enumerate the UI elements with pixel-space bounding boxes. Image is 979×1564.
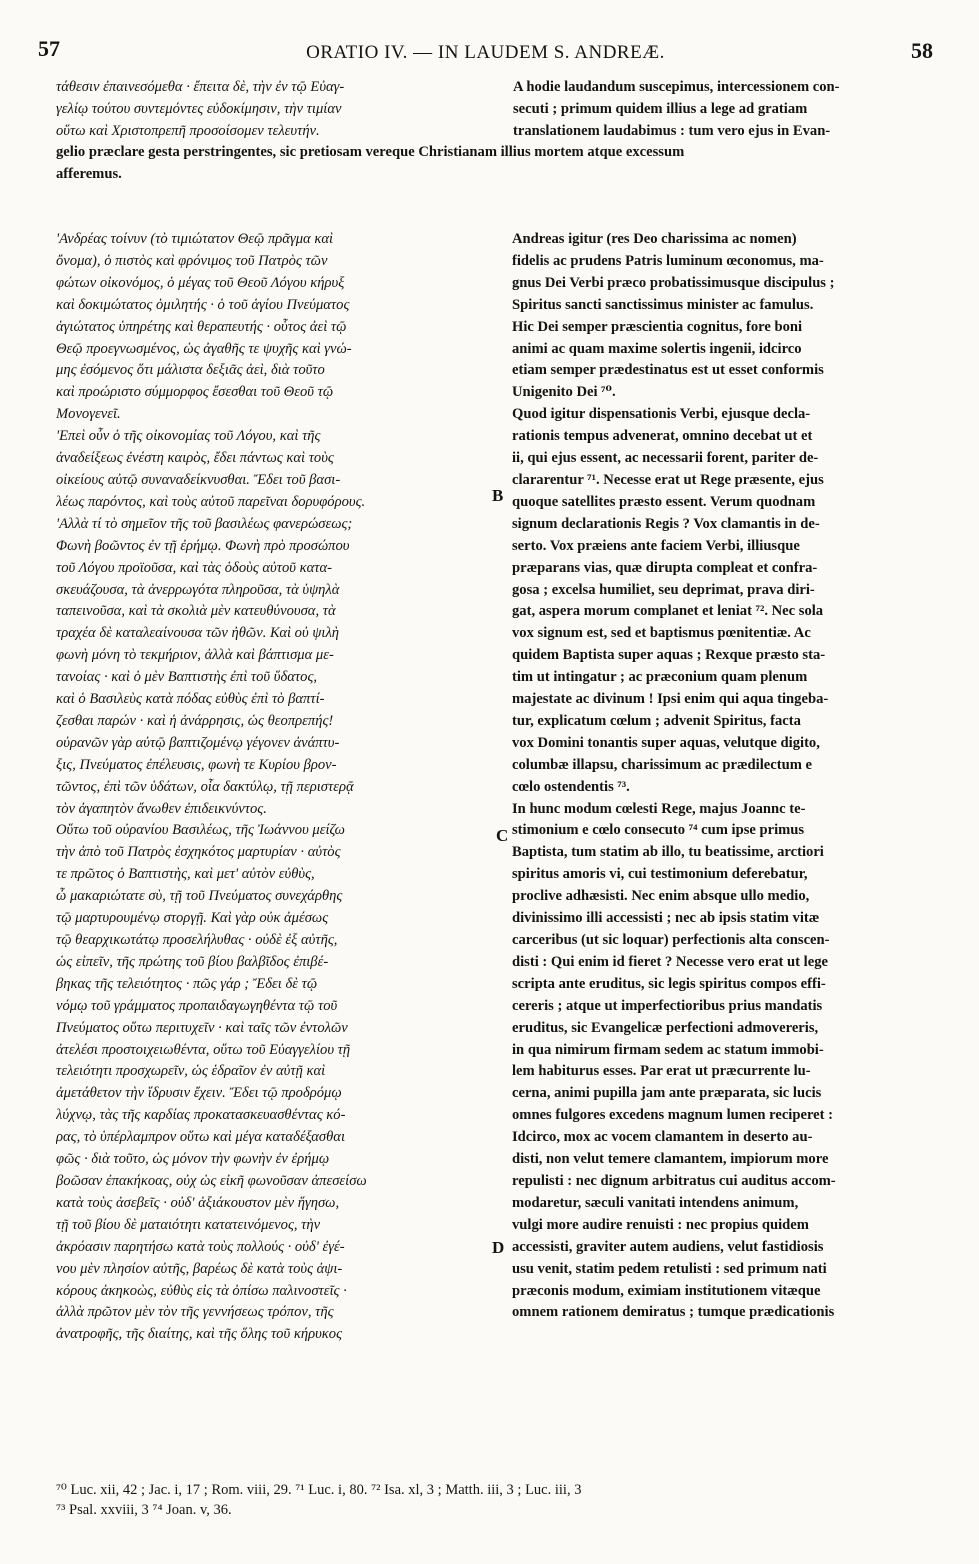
- greek-line: τάθεσιν ἐπαινεσόμεθα · ἔπειτα δὲ, τὴν ἐν τῷ Εὐαγ-: [56, 79, 345, 95]
- greek-line: κόρους ἀκηκοὼς, εὐθὺς εἰς τὰ ὀπίσω παλινοστεῖς ·: [56, 1282, 347, 1299]
- latin-line: scripta ante eruditus, sic legis spiritus compos effi-: [512, 975, 826, 992]
- greek-line: τὴν ἀπὸ τοῦ Πατρὸς ἐσχηκότος μαρτυρίαν · αὐτὸς: [56, 844, 341, 861]
- latin-line: vulgi more audire renuisti : nec propius quidem: [512, 1216, 809, 1233]
- latin-line: Baptista, tum statim ab illo, tu beatissime, arctiori: [512, 844, 824, 861]
- running-title: ORATIO IV. — IN LAUDEM S. ANDREÆ.: [306, 42, 665, 63]
- latin-line: Spiritus sancti sanctissimus minister ac famulus.: [512, 296, 814, 313]
- latin-line: divinissimo illi accessisti ; nec ab ipsis statim vitæ: [512, 910, 820, 927]
- greek-line: καὶ ὁ Βασιλεὺς κατὰ πόδας εὐθὺς ἐπὶ τὸ βαπτί-: [56, 691, 325, 708]
- latin-line: animi ac quam maxime solertis ingenii, idcirco: [512, 340, 802, 357]
- margin-marker-c: C: [496, 826, 509, 845]
- greek-line: τε πρῶτος ὁ Βαπτιστὴς, καὶ μετ' αὐτὸν εὐθὺς,: [56, 866, 315, 883]
- latin-line: tim ut intingatur ; ac præconium quam plenum: [512, 669, 808, 686]
- latin-line: Andreas igitur (res Deo charissima ac nomen): [512, 231, 797, 247]
- latin-line: gelio præclare gesta perstringentes, sic pretiosam vereque Christianam illius mortem atque excessum: [56, 144, 685, 160]
- latin-line: Hic Dei semper præscientia cognitus, fore boni: [512, 318, 803, 335]
- latin-line: etiam semper prædestinatus est ut esset conformis: [512, 362, 824, 379]
- latin-line: carceribus (ut sic loquar) perfectionis alta conscen-: [512, 932, 830, 948]
- latin-line: serto. Vox præiens ante faciem Verbi, illiusque: [512, 537, 800, 554]
- greek-line: ρας, τὸ ὑπέρλαμπρον οὕτω καὶ μέγα καταδέξασθαι: [56, 1129, 345, 1146]
- greek-line: τῷ θεαρχικωτάτῳ προσελήλυθας · οὐδὲ ἐξ αὐτῆς,: [56, 932, 338, 948]
- latin-line: secuti ; primum quidem illius a lege ad gratiam: [513, 100, 808, 117]
- page-header: [38, 36, 933, 66]
- latin-line: præconis modum, eximiam institutionem vitæque: [512, 1282, 821, 1299]
- greek-line: οἰκείους αὐτῷ συναναδείκνυσθαι. Ἔδει τοῦ βασι-: [56, 471, 341, 488]
- latin-line: tur, explicatum cœlum ; advenit Spiritus, facta: [512, 712, 801, 729]
- latin-line: ii, qui ejus essent, ac necessarii forent, pariter de-: [512, 450, 819, 467]
- greek-line: ὄνομα), ὁ πιστὸς καὶ φρόνιμος τοῦ Πατρὸς τῶν: [56, 252, 328, 269]
- greek-line: ἀλλὰ πρῶτον μὲν τὸν τῆς γεννήσεως τρόπον, τῆς: [56, 1304, 334, 1321]
- greek-line: κατὰ τοὺς ἀσεβεῖς · οὐδ' ἀξιάκουστον μὲν ἥγησω,: [56, 1194, 340, 1211]
- greek-line: ζεσθαι παρών · καὶ ἡ ἀνάρρησις, ὡς θεοπρεπής!: [56, 712, 334, 729]
- latin-line: præparans vias, quæ dirupta compleat et confra-: [512, 559, 818, 576]
- latin-line: rationis tempus advenerat, omnino decebat ut et: [512, 428, 813, 445]
- footnote-line: ⁷³ Psal. xxviii, 3 ⁷⁴ Joan. v, 36.: [56, 1502, 232, 1518]
- latin-column: [512, 229, 937, 1324]
- greek-line: ὦ μακαριώτατε σὺ, τῇ τοῦ Πνεύματος συνεχάρθης: [56, 888, 343, 905]
- latin-line: fidelis ac prudens Patris luminum œconomus, ma-: [512, 252, 824, 269]
- greek-line: ἀκρόασιν παρητήσω κατὰ τοὺς πολλούς · οὐδ' ἐγέ-: [56, 1238, 345, 1255]
- latin-line: eruditus, sic Evangelicæ perfectioni admovereris,: [512, 1019, 819, 1036]
- greek-line: βοῶσαν ἐπακήκοας, οὐχ ὡς εἰκῆ φωνοῦσαν ἀπεσείσω: [56, 1172, 367, 1189]
- latin-line: stimonium e cœlo consecuto ⁷⁴ cum ipse primus: [512, 822, 805, 839]
- greek-line: τανοίας · καὶ ὁ μὲν Βαπτιστὴς ἐπὶ τοῦ ὕδατος,: [56, 669, 318, 686]
- greek-line: καὶ προώριστο σύμμορφος ἔσεσθαι τοῦ Θεοῦ τῷ: [56, 384, 334, 401]
- latin-line: cereris ; atque ut imperfectioribus prius mandatis: [512, 997, 823, 1014]
- greek-line: ταπεινοῦσα, καὶ τὰ σκολιὰ μὲν κατευθύνουσα, τὰ: [56, 603, 336, 620]
- latin-line: in qua nimirum firmam sedem ac statum immobi-: [512, 1041, 824, 1058]
- greek-line: φωνὴ μόνη τὸ τεκμήριον, ἀλλὰ καὶ βάπτισμα με-: [56, 647, 334, 664]
- latin-line: disti : Qui enim id fieret ? Necesse vero erat ut lege: [512, 953, 828, 970]
- greek-line: ἀναδείξεως ἐνέστη καιρὸς, ἔδει πάντως καὶ τοὺς: [56, 450, 334, 467]
- greek-intro-lines: [56, 77, 511, 143]
- greek-line: ὡς εἰπεῖν, τῆς πρώτης τοῦ βίου βαλβῖδος ἐπιβέ-: [56, 953, 329, 970]
- greek-line: καὶ δοκιμώτατος ὁμιλητής · ὁ τοῦ ἁγίου Πνεύματος: [56, 296, 350, 313]
- footnotes: [56, 1480, 938, 1520]
- latin-line: afferemus.: [56, 165, 122, 182]
- greek-line: Φωνὴ βοῶντος ἐν τῇ ἐρήμῳ. Φωνὴ πρὸ προσώπου: [56, 537, 350, 554]
- latin-line: quoque satellites præsto essent. Verum quodnam: [512, 493, 816, 510]
- margin-marker-b: B: [492, 486, 504, 505]
- latin-line: Quod igitur dispensationis Verbi, ejusque decla-: [512, 406, 811, 423]
- greek-line: ἀμετάθετον τὴν ἵδρυσιν ἔχειν. Ἔδει τῷ προδρόμῳ: [56, 1085, 342, 1102]
- latin-line: signum declarationis Regis ? Vox clamantis in de-: [512, 515, 820, 532]
- latin-line: gosa ; excelsa humiliet, seu deprimat, prava diri-: [512, 581, 815, 598]
- latin-line: lem habiturus esses. Par erat ut præcurrente lu-: [512, 1063, 811, 1080]
- greek-line: 'Επεὶ οὖν ὁ τῆς οἰκονομίας τοῦ Λόγου, καὶ τῆς: [56, 428, 321, 445]
- greek-line: τὸν ἀγαπητὸν ἄνωθεν ἐπιδεικνύντος.: [56, 800, 267, 817]
- page-number-left: 57: [38, 36, 60, 61]
- latin-line: vox signum est, sed et baptismus pœnitentiæ. Ac: [512, 625, 811, 642]
- latin-line: modaretur, sæculi vanitati intendens animum,: [512, 1194, 799, 1211]
- latin-intro-lines: [513, 77, 938, 143]
- greek-line: 'Ανδρέας τοίνυν (τὸ τιμιώτατον Θεῷ πρᾶγμα καὶ: [56, 231, 334, 247]
- greek-line: ἀνατροφῆς, τῆς διαίτης, καὶ τῆς ὅλης τοῦ κήρυκος: [56, 1326, 342, 1343]
- greek-line: τῶντος, ἐπὶ τῶν ὑδάτων, οἷα δακτύλῳ, τῇ περιστερᾷ: [56, 778, 354, 795]
- greek-line: τῇ τοῦ βίου δὲ ματαιότητι κατατεινόμενος, τὴν: [56, 1216, 321, 1233]
- greek-line: οὕτω καὶ Χριστοπρεπῆ προσοίσομεν τελευτήν.: [56, 122, 320, 139]
- page-number-right: 58: [911, 38, 933, 63]
- latin-line: gnus Dei Verbi præco probatissimusque discipulus ;: [512, 274, 835, 291]
- greek-line: Θεῷ προεγνωσμένος, ὡς ἀγαθῆς τε ψυχῆς καὶ γνώ-: [56, 340, 352, 357]
- greek-line: Μονογενεῖ.: [56, 406, 121, 423]
- latin-line: A hodie laudandum suscepimus, intercessionem con-: [513, 79, 840, 95]
- latin-line: omnem rationem demiratus ; tumque prædicationis: [512, 1304, 835, 1321]
- latin-line: cerna, animi pupilla jam ante præparata, sic lucis: [512, 1085, 822, 1102]
- greek-line: βηκας τῆς τελειότητος · πῶς γάρ ; Ἔδει δὲ τῷ: [56, 975, 318, 992]
- latin-line: usu venit, statim pedem retulisti : sed primum nati: [512, 1260, 827, 1277]
- latin-line: omnes fulgores excedens magnum lumen reciperet :: [512, 1107, 834, 1124]
- latin-line: accessisti, graviter autem audiens, velut fastidiosis: [512, 1238, 824, 1255]
- latin-line: columbæ illapsu, charissimum ac prædilectum e: [512, 756, 812, 773]
- latin-line: quidem Baptista super aquas ; Rexque præsto sta-: [512, 647, 826, 664]
- greek-line: φῶς · διὰ τοῦτο, ὡς μόνον τὴν φωνὴν ἐν ἐρήμῳ: [56, 1151, 330, 1168]
- greek-line: μης ἐσόμενος ὅτι μάλιστα δεξιᾶς ἀεὶ, διὰ τοῦτο: [56, 362, 325, 379]
- latin-line: proclive adhæsisti. Nec enim absque ullo medio,: [512, 888, 810, 905]
- greek-line: φώτων οἰκονόμος, ὁ μέγας τοῦ Θεοῦ Λόγου κήρυξ: [56, 274, 345, 291]
- greek-line: Οὕτω τοῦ οὐρανίου Βασιλέως, τῆς Ἰωάννου μείζω: [56, 822, 345, 839]
- greek-line: γελίῳ τούτου συντεμόντες εὐδοκίμησιν, τὴν τιμίαν: [56, 100, 342, 117]
- greek-column: [56, 229, 498, 1346]
- greek-line: 'Αλλὰ τί τὸ σημεῖον τῆς τοῦ βασιλέως φανερώσεως;: [56, 515, 353, 532]
- greek-line: λύχνῳ, τὰς τῆς καρδίας προκατασκευασθέντας κό-: [56, 1107, 346, 1124]
- greek-line: τοῦ Λόγου προϊοῦσα, καὶ τὰς ὁδοὺς αὐτοῦ κατα-: [56, 559, 333, 576]
- latin-line: repulisti : nec dignum arbitratus cui auditus accom-: [512, 1172, 836, 1189]
- greek-line: νόμῳ τοῦ γράμματος προπαιδαγωγηθέντα τῷ τοῦ: [56, 997, 338, 1014]
- latin-line: spiritus amoris vi, cui testimonium deferebatur,: [512, 866, 808, 883]
- latin-line: clararentur ⁷¹. Necesse erat ut Rege præsente, ejus: [512, 471, 824, 488]
- greek-line: ἁγιώτατος ὑπηρέτης καὶ θεραπευτής · οὗτος ἀεὶ τῷ: [56, 318, 347, 335]
- latin-line: translationem laudabimus : tum vero ejus in Evan-: [513, 122, 831, 139]
- margin-marker-d: D: [492, 1238, 505, 1257]
- greek-line: λέως παρόντος, καὶ τοὺς αὐτοῦ παρεῖναι δορυφόρους.: [56, 493, 366, 510]
- greek-line: τραχέα δὲ καταλεαίνουσα τῶν ἠθῶν. Καὶ οὐ ψιλὴ: [56, 625, 340, 642]
- latin-line: In hunc modum cœlesti Rege, majus Joannc te-: [512, 800, 806, 817]
- latin-line: majestate ac divinum ! Ipsi enim qui aqua tingeba-: [512, 691, 829, 708]
- greek-line: τελειότητι προσχωρεῖν, ὡς ἑδραῖον ἐν αὐτῇ καὶ: [56, 1063, 326, 1080]
- greek-line: τῷ μαρτυρουμένῳ στοργῇ. Καὶ γὰρ οὐκ ἀμέσως: [56, 910, 329, 927]
- greek-line: Πνεύματος οὕτω περιτυχεῖν · καὶ ταῖς τῶν ἐντολῶν: [56, 1019, 348, 1036]
- latin-line: Idcirco, mox ac vocem clamantem in deserto au-: [512, 1129, 813, 1146]
- full-width-latin: [56, 142, 938, 186]
- latin-line: disti, non velut temere clamantem, impiorum more: [512, 1151, 829, 1168]
- latin-line: vox Domini tonantis super aquas, velutque digito,: [512, 734, 820, 751]
- latin-line: Unigenito Dei ⁷⁰.: [512, 384, 616, 401]
- latin-line: gat, aspera morum complanet et leniat ⁷². Nec sola: [512, 603, 824, 620]
- greek-line: νου μὲν πλησίον αὐτῆς, βαρέως δὲ κατὰ τοὺς ἀψι-: [56, 1260, 343, 1277]
- greek-line: οὐρανῶν γὰρ αὐτῷ βαπτιζομένῳ γέγονεν ἀνάπτυ-: [56, 734, 340, 751]
- greek-line: σκευάζουσα, τὰ ἀνερρωγότα πληροῦσα, τὰ ὑψηλὰ: [56, 581, 340, 598]
- greek-line: ἀτελέσι προστοιχειωθέντα, οὕτω τοῦ Εὐαγγελίου τῇ: [56, 1041, 351, 1058]
- greek-line: ξις, Πνεύματος ἐπέλευσις, φωνὴ τε Κυρίου βρον-: [56, 756, 337, 773]
- latin-line: cœlo ostendentis ⁷³.: [512, 778, 630, 795]
- footnote-line: ⁷⁰ Luc. xii, 42 ; Jac. i, 17 ; Rom. viii, 29. ⁷¹ Luc. i, 80. ⁷² Isa. xl, 3 ; Matth. iii, 3 ; Luc. iii, 3: [56, 1482, 582, 1498]
